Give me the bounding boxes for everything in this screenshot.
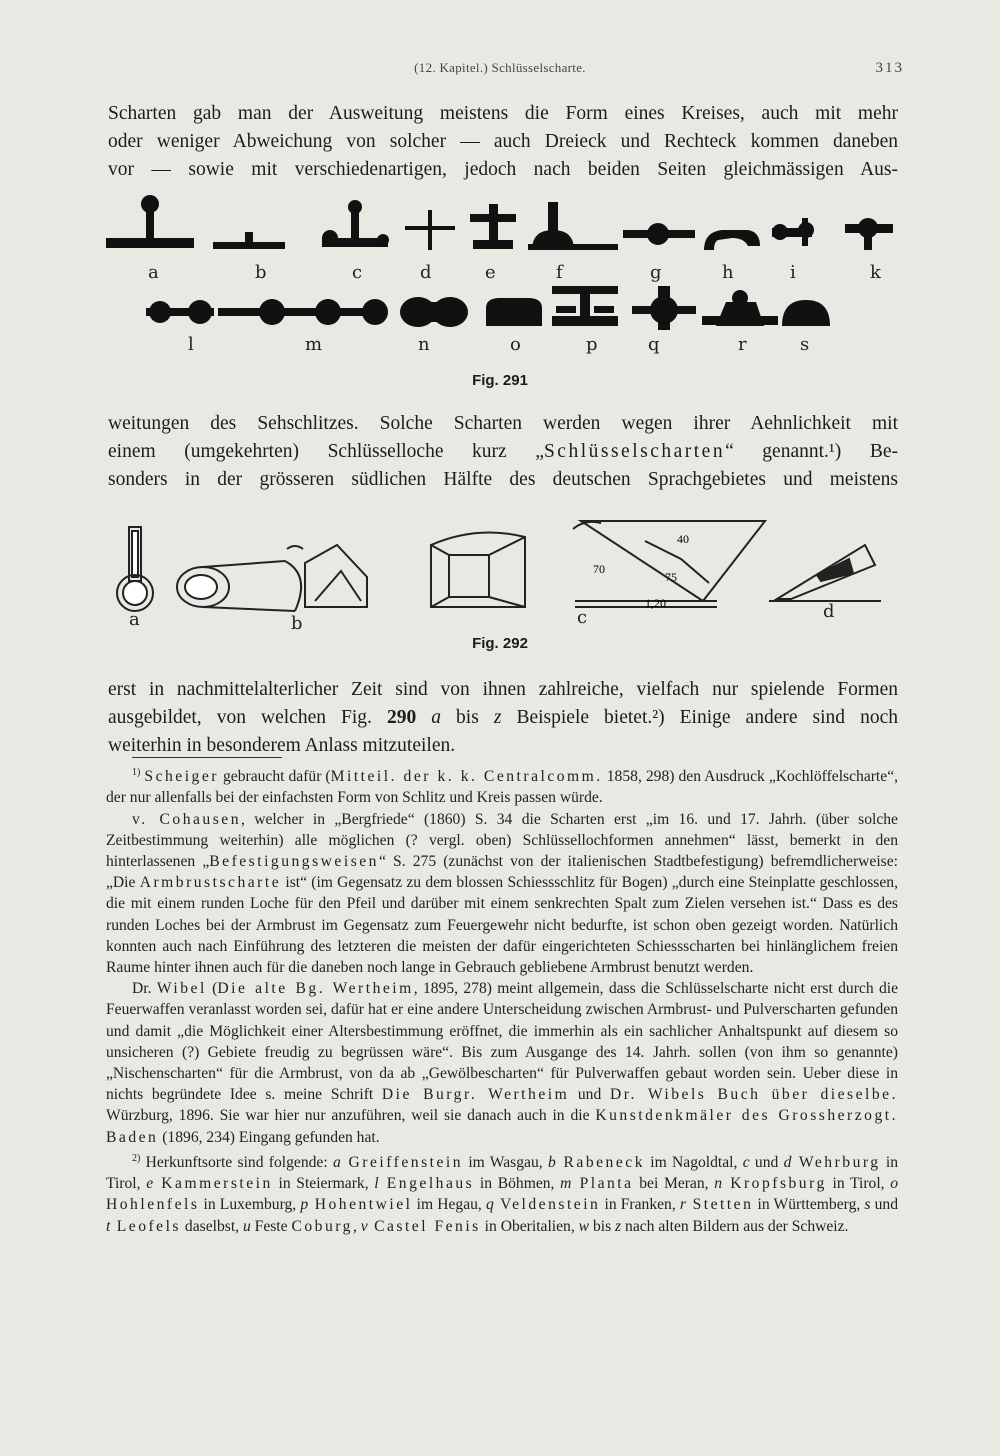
footnote-rule xyxy=(132,757,282,758)
italic-letter: a xyxy=(332,1154,341,1172)
italic-letter: b xyxy=(547,1154,556,1172)
fig292-label-b: b xyxy=(291,613,303,634)
loophole-shape-t xyxy=(782,300,830,326)
italic-letter: n xyxy=(714,1175,723,1193)
place-name: Planta xyxy=(571,1175,634,1193)
slit-drawing-d xyxy=(769,545,881,601)
text-run: daselbst, xyxy=(181,1217,243,1235)
place-name: Castel Fenis xyxy=(367,1217,481,1235)
loophole-shape-h xyxy=(704,230,760,250)
text-run: in Tirol, xyxy=(826,1175,891,1193)
loophole-shape-r xyxy=(632,286,696,330)
italic-letter: u xyxy=(242,1217,251,1235)
fig292-label-d: d xyxy=(823,601,835,622)
footnote-marker: 2) xyxy=(132,1152,141,1164)
loophole-shape-f xyxy=(528,202,618,250)
italic-letter: s xyxy=(864,1196,871,1214)
text-run: einem (umgekehrten) Schlüsselloche kurz „ xyxy=(108,441,544,462)
text-line: erst in nachmittelalterlicher Zeit sind von ihnen zahlreiche, vielfach nur spielende Formen xyxy=(108,679,898,700)
text-run: Dr. xyxy=(132,980,157,998)
italic-letter: l xyxy=(374,1175,379,1193)
italic-letter: c xyxy=(742,1154,750,1172)
loophole-shape-o xyxy=(400,297,468,327)
loophole-shape-d xyxy=(405,210,455,250)
dimension-label: 70 xyxy=(593,562,605,576)
dimension-label: 1,20 xyxy=(645,596,666,610)
place-name: Greiffenstein xyxy=(340,1154,464,1172)
spaced-term: Armbrustscharte xyxy=(139,874,282,892)
source-title: Die Burgr. Wertheim xyxy=(381,1086,570,1104)
author-name: v. Cohausen xyxy=(132,810,242,828)
source-title: Mitteil. der k. k. Centralcomm. xyxy=(330,768,603,786)
text-line xyxy=(108,438,898,466)
place-name: Hohlenfels xyxy=(106,1196,200,1214)
fig291-label-g: g xyxy=(650,262,662,283)
italic-letter: m xyxy=(560,1175,572,1193)
place-name: Stetten xyxy=(685,1196,754,1214)
fig291-label-f: f xyxy=(556,262,563,283)
text-line: oder weniger Abweichung von solcher — auch Dreieck und Rechteck kommen daneben xyxy=(108,131,898,152)
author-name: Scheiger xyxy=(144,768,219,786)
figure-291 xyxy=(100,190,900,360)
page-number: 313 xyxy=(875,60,904,76)
text-run: in Luxemburg, xyxy=(199,1196,301,1214)
fig291-label-e: e xyxy=(485,262,496,283)
text-run: in Franken, xyxy=(600,1196,680,1214)
place-name: Kropfsburg xyxy=(722,1175,827,1193)
source-title: Dr. Wibels Buch über dieselbe. xyxy=(609,1086,898,1104)
dimension-label: 75 xyxy=(665,570,677,584)
text-run: bis xyxy=(440,707,494,728)
fig291-label-l: l xyxy=(188,334,194,355)
text-run: bis xyxy=(589,1217,616,1235)
text-run: ist“ (im Gegensatz zu dem blossen Schiessschlitz für Bogen) „durch eine Steinplatte geschlossen, die mit einem runden Loche für den Pfeil und darüber mit einem senkrechten Spalt zum Zielen versehen ist.“ Dass es des runden Loches bei der Armbrust im Gegensatz zum Feuergewehr nicht bedurfte, ist schon oben gezeigt worden. Natürlich konnten auch nach Einführung des letzteren die meisten der dafür eingerichteten Schiessscharten bei hinlänglichem freien Raume hinter ihnen auch für die daneben noch lange in Gebrauch gebliebene Armbrust benutzt werden. xyxy=(106,874,898,977)
place-name: Hohentwiel xyxy=(308,1196,413,1214)
italic-letter: z xyxy=(615,1217,622,1235)
text-run: in Oberitalien, xyxy=(480,1217,579,1235)
text-run: in Böhmen, xyxy=(474,1175,561,1193)
fig291-label-q: q xyxy=(648,334,660,355)
author-name: Wibel xyxy=(156,980,207,998)
figure-292-caption: Fig. 292 xyxy=(472,635,528,652)
loophole-shape-l xyxy=(146,300,214,324)
running-title: (12. Kapitel.) Schlüsselscharte. xyxy=(414,60,586,75)
fig291-label-o: o xyxy=(510,334,521,355)
text-run: , xyxy=(352,1217,361,1235)
place-name: Rabeneck xyxy=(555,1154,645,1172)
fig291-label-c: c xyxy=(352,262,363,283)
fig291-label-d: d xyxy=(420,262,432,283)
spaced-term: Schlüsselscharten xyxy=(543,441,726,462)
text-run: Würzburg, 1896. Sie war hier nur anzuführen, weil sie danach auch in die xyxy=(106,1107,596,1125)
place-name: Coburg xyxy=(291,1217,353,1235)
italic-letter: o xyxy=(890,1175,899,1193)
text-run: im Nagoldtal, xyxy=(645,1154,743,1172)
italic-letter: a xyxy=(416,707,441,728)
fig291-label-m: m xyxy=(305,334,323,355)
text-run: in Württemberg, xyxy=(753,1196,865,1214)
text-run: Beispiele bietet.²) Einige andere sind noch xyxy=(501,707,899,728)
text-line: weitungen des Sehschlitzes. Solche Scharten werden wegen ihrer Aehnlichkeit mit xyxy=(108,413,898,434)
figure-292 xyxy=(105,515,895,635)
text-run: “ S. 275 (zunächst von der italienischen Stadtbefestigung) befremdlicherweise: „Die xyxy=(106,853,898,892)
italic-letter: r xyxy=(679,1196,686,1214)
paragraph-2 xyxy=(108,410,898,494)
loophole-shape-e xyxy=(470,204,516,249)
text-run: , 1895, 278) meint allgemein, dass die Schlüsselscharte nicht erst durch die Feuerwaffen veranlasst worden sei, dafür hat er eine andere Unterscheidung zwischen Armbrust- und Pulverscharten gefunden und damit „die Möglichkeit einer Altersbestimmung eröffnet, die immerhin als ein sachlicher Anhaltspunkt auf diesem so unsicheren (?) Gebiete freudig zu begrüssen wäre“. Bis zum Ausgange des 14. Jahrh. sollen (von ihm so genannte) „Nischenscharten“ für die Armbrust, von da ab „Gewölbescharten“ für Pulverwaffen gebaut worden sein. Ueber diese in nichts begründete Idee s. meine Schrift xyxy=(106,980,898,1104)
place-name: Wehrburg xyxy=(791,1154,881,1172)
text-run: gebraucht dafür ( xyxy=(218,768,331,786)
text-run: und xyxy=(870,1196,898,1214)
text-run: im Hegau, xyxy=(412,1196,486,1214)
footnote-1-c xyxy=(106,978,898,1148)
source-title: Befestigungsweisen xyxy=(209,853,379,870)
paragraph-1 xyxy=(108,100,898,184)
text-line xyxy=(108,704,898,732)
footnotes xyxy=(106,762,898,1237)
fig291-label-a: a xyxy=(148,262,159,283)
text-run: 1858, 298) den Ausdruck „Kochlöffelscharte“, der nur allenfalls bei der einfachsten Form von Schlitz und Kreis passen würde. xyxy=(106,768,899,807)
tube-drawing-b xyxy=(177,545,367,611)
text-run: ( xyxy=(206,980,218,998)
fig291-label-b: b xyxy=(255,262,267,283)
text-line: sonders in der grösseren südlichen Hälfte des deutschen Sprachgebietes und meistens xyxy=(108,469,898,490)
footnote-2 xyxy=(106,1148,898,1237)
footnote-1-b xyxy=(106,809,898,979)
fig291-label-i: i xyxy=(790,262,796,283)
loophole-shape-s xyxy=(702,290,778,326)
text-run: bei Meran, xyxy=(633,1175,715,1193)
loophole-shape-c xyxy=(322,200,389,247)
footnote-1-a xyxy=(106,762,898,809)
italic-letter: e xyxy=(146,1175,154,1193)
italic-letter: z xyxy=(493,707,502,728)
figure-291-caption: Fig. 291 xyxy=(472,372,528,389)
italic-letter: q xyxy=(485,1196,494,1214)
dimension-label: 40 xyxy=(677,532,689,546)
text-run: “ genannt.¹) Be- xyxy=(725,441,898,462)
italic-letter: t xyxy=(106,1217,111,1235)
text-line: Scharten gab man der Ausweitung meistens die Form eines Kreises, auch mit mehr xyxy=(108,103,898,124)
loophole-shape-k xyxy=(845,218,893,250)
fig292-label-a: a xyxy=(129,609,140,630)
running-header xyxy=(0,60,1000,84)
fig291-label-r: r xyxy=(738,334,747,355)
paragraph-3 xyxy=(108,676,898,760)
fig291-label-s: s xyxy=(800,334,810,355)
fig291-label-k: k xyxy=(870,262,881,283)
text-run: in Tirol, xyxy=(106,1154,898,1193)
place-name: Veldenstein xyxy=(493,1196,601,1214)
place-name: Leofels xyxy=(110,1217,182,1235)
loophole-shape-i xyxy=(772,218,814,246)
fig292-label-c: c xyxy=(577,607,588,628)
loophole-shape-g xyxy=(623,223,695,245)
place-name: Engelhaus xyxy=(378,1175,475,1193)
text-run: (1896, 234) Eingang gefunden hat. xyxy=(158,1128,380,1146)
italic-letter: p xyxy=(300,1196,309,1214)
loophole-shape-n xyxy=(280,299,388,325)
source-title: Kunstdenkmäler des Grossherzogt. Baden xyxy=(106,1107,898,1146)
text-run: , welcher in „Bergfriede“ (1860) S. 34 die Scharten erst „im 16. und 17. Jahrh. (über solche Zeitbestimmung weiterhin) alle möglichen (? vergl. oben) Schlüssellochformen annehmen“ lässt, bemerkt in den hinterlassenen „ xyxy=(106,810,898,870)
loophole-shape-p xyxy=(486,298,542,326)
loophole-shape-b xyxy=(213,232,285,249)
text-run: ausgebildet, von welchen Fig. xyxy=(108,707,387,728)
text-run: nach alten Bildern aus der Schweiz. xyxy=(621,1217,849,1235)
source-title: Die alte Bg. Wertheim xyxy=(217,980,414,998)
text-line: weiterhin in besonderem Anlass mitzuteilen. xyxy=(108,735,456,756)
loophole-shape-a xyxy=(106,195,194,248)
text-run: und xyxy=(749,1154,784,1172)
fig291-label-p: p xyxy=(586,334,598,355)
text-line: vor — sowie mit verschiedenartigen, jedoch nach beiden Seiten gleichmässigen Aus- xyxy=(108,159,898,180)
italic-letter: d xyxy=(783,1154,792,1172)
text-run: Herkunftsorte sind folgende: xyxy=(140,1154,333,1172)
italic-letter: v xyxy=(360,1217,368,1235)
fig291-label-n: n xyxy=(418,334,430,355)
keyhole-drawing-a xyxy=(117,527,153,611)
italic-letter: w xyxy=(578,1217,590,1235)
loophole-shape-q xyxy=(552,286,618,326)
footnote-marker: 1) xyxy=(132,767,141,778)
text-run: Feste xyxy=(250,1217,292,1235)
figure-reference: 290 xyxy=(386,707,417,728)
place-name: Kammerstein xyxy=(153,1175,273,1193)
fig291-label-h: h xyxy=(722,262,734,283)
text-run: im Wasgau, xyxy=(463,1154,548,1172)
text-run: in Steiermark, xyxy=(272,1175,375,1193)
text-run: und xyxy=(569,1086,610,1104)
